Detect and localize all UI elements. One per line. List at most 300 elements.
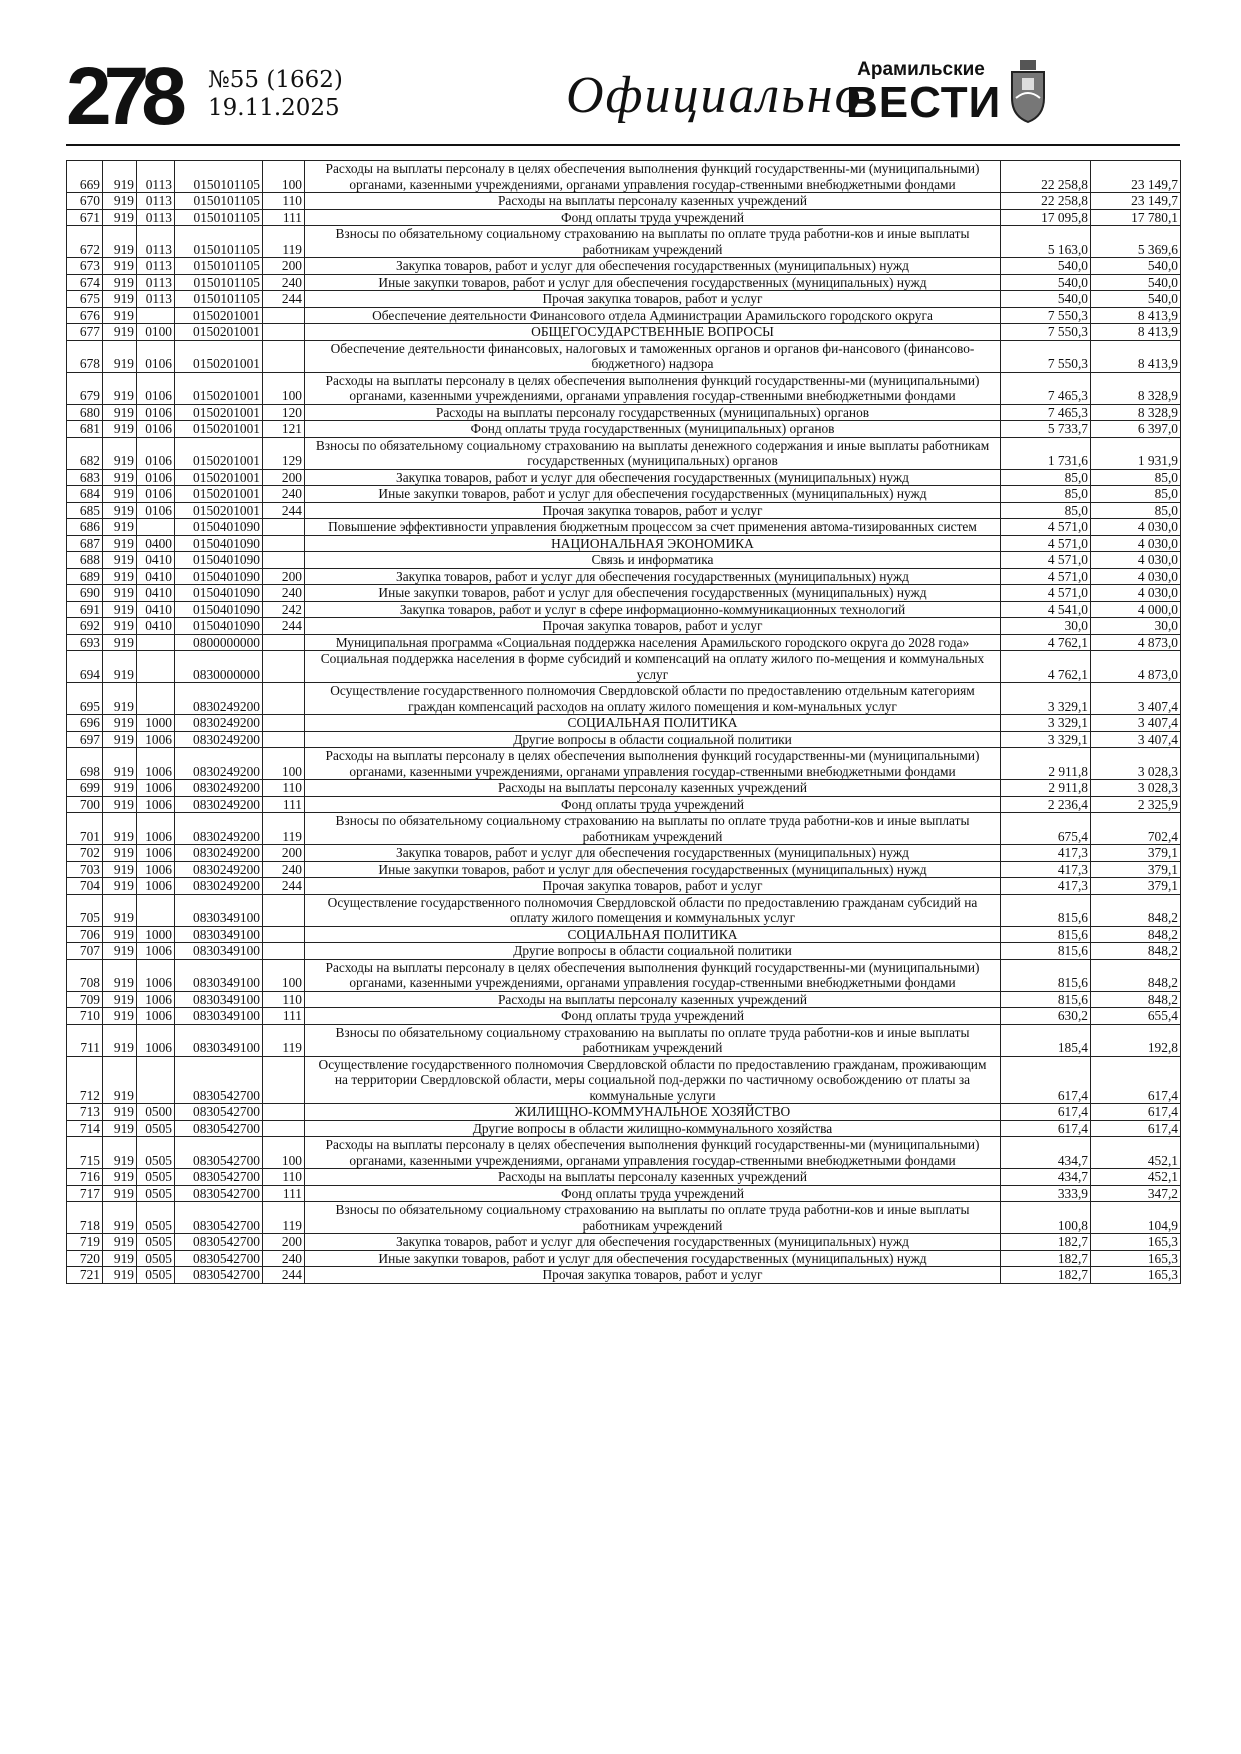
table-row	[67, 894, 1181, 926]
admin-code-cell: 919	[103, 1267, 137, 1284]
expense-type-cell	[263, 307, 305, 324]
row-number-cell: 704	[67, 878, 103, 895]
description-cell: Взносы по обязательному социальному страхованию на выплаты по оплате труда работни-ков и иные выплаты работникам учреждений	[305, 1202, 1001, 1234]
expense-type-cell: 240	[263, 486, 305, 503]
row-number-cell: 714	[67, 1120, 103, 1137]
expense-type-cell	[263, 731, 305, 748]
target-code-cell: 0830349100	[175, 1008, 263, 1025]
description-cell: Расходы на выплаты персоналу казенных учреждений	[305, 193, 1001, 210]
page-number: 278	[66, 51, 179, 142]
amount-2026-cell: 5 163,0	[1001, 226, 1091, 258]
admin-code-cell: 919	[103, 307, 137, 324]
admin-code-cell: 919	[103, 845, 137, 862]
row-number-cell: 677	[67, 324, 103, 341]
row-number-cell: 669	[67, 161, 103, 193]
expense-type-cell: 240	[263, 1250, 305, 1267]
admin-code-cell: 919	[103, 651, 137, 683]
amount-2026-cell: 2 911,8	[1001, 780, 1091, 797]
amount-2027-cell: 4 030,0	[1091, 535, 1181, 552]
row-number-cell: 716	[67, 1169, 103, 1186]
amount-2027-cell: 452,1	[1091, 1137, 1181, 1169]
target-code-cell: 0800000000	[175, 634, 263, 651]
table-row	[67, 502, 1181, 519]
expense-type-cell	[263, 634, 305, 651]
row-number-cell: 699	[67, 780, 103, 797]
admin-code-cell: 919	[103, 1104, 137, 1121]
row-number-cell: 705	[67, 894, 103, 926]
target-code-cell: 0830000000	[175, 651, 263, 683]
row-number-cell: 683	[67, 469, 103, 486]
target-code-cell: 0830349100	[175, 1024, 263, 1056]
table-row	[67, 519, 1181, 536]
table-row	[67, 780, 1181, 797]
target-code-cell: 0830249200	[175, 813, 263, 845]
target-code-cell: 0150101105	[175, 226, 263, 258]
table-row	[67, 1169, 1181, 1186]
amount-2026-cell: 182,7	[1001, 1234, 1091, 1251]
amount-2026-cell: 4 762,1	[1001, 651, 1091, 683]
description-cell: ЖИЛИЩНО-КОММУНАЛЬНОЕ ХОЗЯЙСТВО	[305, 1104, 1001, 1121]
description-cell: Закупка товаров, работ и услуг для обеспечения государственных (муниципальных) нужд	[305, 469, 1001, 486]
table-row	[67, 1024, 1181, 1056]
amount-2026-cell: 5 733,7	[1001, 421, 1091, 438]
header-rule	[66, 144, 1180, 146]
table-row	[67, 552, 1181, 569]
target-code-cell: 0830349100	[175, 943, 263, 960]
row-number-cell: 685	[67, 502, 103, 519]
amount-2026-cell: 22 258,8	[1001, 161, 1091, 193]
section-code-cell: 0100	[137, 324, 175, 341]
amount-2026-cell: 630,2	[1001, 1008, 1091, 1025]
amount-2027-cell: 4 030,0	[1091, 552, 1181, 569]
admin-code-cell: 919	[103, 748, 137, 780]
expense-type-cell	[263, 1104, 305, 1121]
description-cell: Прочая закупка товаров, работ и услуг	[305, 618, 1001, 635]
amount-2027-cell: 23 149,7	[1091, 161, 1181, 193]
expense-type-cell	[263, 651, 305, 683]
description-cell: Муниципальная программа «Социальная поддержка населения Арамильского городского округа до 2028 года»	[305, 634, 1001, 651]
section-code-cell: 0106	[137, 372, 175, 404]
target-code-cell: 0150201001	[175, 404, 263, 421]
admin-code-cell: 919	[103, 1008, 137, 1025]
row-number-cell: 674	[67, 274, 103, 291]
amount-2027-cell: 5 369,6	[1091, 226, 1181, 258]
expense-type-cell: 240	[263, 274, 305, 291]
target-code-cell: 0830542700	[175, 1056, 263, 1104]
admin-code-cell: 919	[103, 209, 137, 226]
coat-of-arms-icon	[1006, 58, 1050, 124]
expense-type-cell: 110	[263, 1169, 305, 1186]
row-number-cell: 707	[67, 943, 103, 960]
amount-2027-cell: 848,2	[1091, 926, 1181, 943]
row-number-cell: 696	[67, 715, 103, 732]
row-number-cell: 672	[67, 226, 103, 258]
amount-2026-cell: 3 329,1	[1001, 683, 1091, 715]
admin-code-cell: 919	[103, 813, 137, 845]
target-code-cell: 0830542700	[175, 1267, 263, 1284]
admin-code-cell: 919	[103, 1056, 137, 1104]
table-row	[67, 634, 1181, 651]
target-code-cell: 0150101105	[175, 209, 263, 226]
target-code-cell: 0830542700	[175, 1104, 263, 1121]
table-row	[67, 258, 1181, 275]
description-cell: Иные закупки товаров, работ и услуг для обеспечения государственных (муниципальных) нужд	[305, 861, 1001, 878]
section-code-cell: 0113	[137, 291, 175, 308]
section-code-cell: 0410	[137, 601, 175, 618]
amount-2026-cell: 17 095,8	[1001, 209, 1091, 226]
expense-type-cell	[263, 894, 305, 926]
target-code-cell: 0830542700	[175, 1169, 263, 1186]
section-code-cell: 0410	[137, 618, 175, 635]
expense-type-cell: 240	[263, 861, 305, 878]
table-row	[67, 943, 1181, 960]
expense-type-cell: 111	[263, 1008, 305, 1025]
description-cell: Прочая закупка товаров, работ и услуг	[305, 1267, 1001, 1284]
section-code-cell: 0113	[137, 226, 175, 258]
row-number-cell: 698	[67, 748, 103, 780]
description-cell: Расходы на выплаты персоналу казенных учреждений	[305, 780, 1001, 797]
description-cell: Закупка товаров, работ и услуг для обеспечения государственных (муниципальных) нужд	[305, 258, 1001, 275]
target-code-cell: 0830349100	[175, 926, 263, 943]
row-number-cell: 689	[67, 568, 103, 585]
section-code-cell: 0505	[137, 1169, 175, 1186]
amount-2026-cell: 815,6	[1001, 894, 1091, 926]
amount-2027-cell: 617,4	[1091, 1120, 1181, 1137]
table-row	[67, 796, 1181, 813]
section-code-cell: 0505	[137, 1202, 175, 1234]
amount-2026-cell: 7 550,3	[1001, 340, 1091, 372]
admin-code-cell: 919	[103, 959, 137, 991]
section-code-cell: 0113	[137, 258, 175, 275]
description-cell: Фонд оплаты труда государственных (муниципальных) органов	[305, 421, 1001, 438]
target-code-cell: 0150401090	[175, 535, 263, 552]
expense-type-cell	[263, 324, 305, 341]
amount-2027-cell: 85,0	[1091, 502, 1181, 519]
target-code-cell: 0830249200	[175, 845, 263, 862]
amount-2026-cell: 4 571,0	[1001, 585, 1091, 602]
row-number-cell: 711	[67, 1024, 103, 1056]
row-number-cell: 691	[67, 601, 103, 618]
row-number-cell: 681	[67, 421, 103, 438]
admin-code-cell: 919	[103, 568, 137, 585]
table-row	[67, 1137, 1181, 1169]
amount-2026-cell: 417,3	[1001, 878, 1091, 895]
target-code-cell: 0830249200	[175, 780, 263, 797]
admin-code-cell: 919	[103, 519, 137, 536]
admin-code-cell: 919	[103, 731, 137, 748]
target-code-cell: 0150101105	[175, 258, 263, 275]
row-number-cell: 710	[67, 1008, 103, 1025]
page-header	[66, 51, 1180, 142]
section-code-cell: 0106	[137, 437, 175, 469]
table-row	[67, 959, 1181, 991]
amount-2027-cell: 3 407,4	[1091, 731, 1181, 748]
amount-2027-cell: 379,1	[1091, 878, 1181, 895]
expense-type-cell: 110	[263, 780, 305, 797]
target-code-cell: 0830349100	[175, 991, 263, 1008]
section-code-cell: 1006	[137, 731, 175, 748]
amount-2026-cell: 85,0	[1001, 486, 1091, 503]
section-code-cell: 0505	[137, 1234, 175, 1251]
section-code-cell	[137, 894, 175, 926]
description-cell: Расходы на выплаты персоналу в целях обеспечения выполнения функций государственны-ми (муниципальными) органами, казенными учреждениями, органами управления государ-ственными внебюджетными фондами	[305, 161, 1001, 193]
row-number-cell: 703	[67, 861, 103, 878]
expense-type-cell: 244	[263, 618, 305, 635]
target-code-cell: 0830542700	[175, 1120, 263, 1137]
target-code-cell: 0150401090	[175, 585, 263, 602]
description-cell: Закупка товаров, работ и услуг для обеспечения государственных (муниципальных) нужд	[305, 845, 1001, 862]
table-row	[67, 469, 1181, 486]
amount-2026-cell: 100,8	[1001, 1202, 1091, 1234]
description-cell: Другие вопросы в области жилищно-коммунального хозяйства	[305, 1120, 1001, 1137]
amount-2027-cell: 192,8	[1091, 1024, 1181, 1056]
expense-type-cell	[263, 1120, 305, 1137]
amount-2026-cell: 22 258,8	[1001, 193, 1091, 210]
amount-2027-cell: 3 407,4	[1091, 715, 1181, 732]
description-cell: Взносы по обязательному социальному страхованию на выплаты денежного содержания и иные выплаты работникам государственных (муниципальных) органов	[305, 437, 1001, 469]
amount-2026-cell: 617,4	[1001, 1104, 1091, 1121]
description-cell: Расходы на выплаты персоналу в целях обеспечения выполнения функций государственны-ми (муниципальными) органами, казенными учреждениями, органами управления государ-ственными внебюджетными фондами	[305, 959, 1001, 991]
target-code-cell: 0150201001	[175, 469, 263, 486]
amount-2027-cell: 452,1	[1091, 1169, 1181, 1186]
section-code-cell: 0106	[137, 404, 175, 421]
admin-code-cell: 919	[103, 796, 137, 813]
table-row	[67, 340, 1181, 372]
row-number-cell: 679	[67, 372, 103, 404]
description-cell: Прочая закупка товаров, работ и услуг	[305, 502, 1001, 519]
section-code-cell: 1000	[137, 926, 175, 943]
admin-code-cell: 919	[103, 421, 137, 438]
expense-type-cell	[263, 683, 305, 715]
section-code-cell: 0113	[137, 161, 175, 193]
amount-2027-cell: 8 413,9	[1091, 324, 1181, 341]
table-row	[67, 209, 1181, 226]
section-code-cell: 1006	[137, 1024, 175, 1056]
description-cell: Повышение эффективности управления бюджетным процессом за счет применения автома-тизированных систем	[305, 519, 1001, 536]
admin-code-cell: 919	[103, 1250, 137, 1267]
admin-code-cell: 919	[103, 1024, 137, 1056]
table-row	[67, 372, 1181, 404]
row-number-cell: 673	[67, 258, 103, 275]
target-code-cell: 0150101105	[175, 274, 263, 291]
amount-2027-cell: 4 873,0	[1091, 651, 1181, 683]
table-row	[67, 845, 1181, 862]
amount-2027-cell: 540,0	[1091, 258, 1181, 275]
expense-type-cell	[263, 552, 305, 569]
description-cell: НАЦИОНАЛЬНАЯ ЭКОНОМИКА	[305, 535, 1001, 552]
admin-code-cell: 919	[103, 878, 137, 895]
expense-type-cell: 119	[263, 1202, 305, 1234]
amount-2027-cell: 4 873,0	[1091, 634, 1181, 651]
amount-2026-cell: 85,0	[1001, 469, 1091, 486]
admin-code-cell: 919	[103, 372, 137, 404]
description-cell: Прочая закупка товаров, работ и услуг	[305, 291, 1001, 308]
amount-2026-cell: 815,6	[1001, 959, 1091, 991]
section-code-cell	[137, 634, 175, 651]
amount-2026-cell: 7 550,3	[1001, 307, 1091, 324]
row-number-cell: 676	[67, 307, 103, 324]
amount-2027-cell: 617,4	[1091, 1104, 1181, 1121]
description-cell: Обеспечение деятельности Финансового отдела Администрации Арамильского городского округа	[305, 307, 1001, 324]
admin-code-cell: 919	[103, 601, 137, 618]
row-number-cell: 715	[67, 1137, 103, 1169]
target-code-cell: 0830249200	[175, 796, 263, 813]
expense-type-cell: 100	[263, 372, 305, 404]
amount-2026-cell: 30,0	[1001, 618, 1091, 635]
target-code-cell: 0150201001	[175, 307, 263, 324]
admin-code-cell: 919	[103, 552, 137, 569]
row-number-cell: 671	[67, 209, 103, 226]
section-code-cell: 0106	[137, 502, 175, 519]
expense-type-cell: 129	[263, 437, 305, 469]
target-code-cell: 0150401090	[175, 618, 263, 635]
section-code-cell: 0106	[137, 421, 175, 438]
admin-code-cell: 919	[103, 585, 137, 602]
logo-top-text: Арамильские	[857, 59, 985, 80]
expense-type-cell	[263, 1056, 305, 1104]
description-cell: Осуществление государственного полномочия Свердловской области по предоставлению гражданам, проживающим на территории Свердловской области, меры социальной под-держки по частичному освобождению от платы за коммунальные услуги	[305, 1056, 1001, 1104]
amount-2026-cell: 434,7	[1001, 1137, 1091, 1169]
admin-code-cell: 919	[103, 340, 137, 372]
amount-2027-cell: 4 030,0	[1091, 519, 1181, 536]
expense-type-cell	[263, 535, 305, 552]
section-code-cell: 1006	[137, 796, 175, 813]
amount-2026-cell: 540,0	[1001, 291, 1091, 308]
table-row	[67, 813, 1181, 845]
amount-2026-cell: 85,0	[1001, 502, 1091, 519]
description-cell: Иные закупки товаров, работ и услуг для обеспечения государственных (муниципальных) нужд	[305, 274, 1001, 291]
target-code-cell: 0150401090	[175, 601, 263, 618]
expense-type-cell: 110	[263, 193, 305, 210]
description-cell: СОЦИАЛЬНАЯ ПОЛИТИКА	[305, 715, 1001, 732]
amount-2027-cell: 848,2	[1091, 943, 1181, 960]
row-number-cell: 713	[67, 1104, 103, 1121]
table-row	[67, 1250, 1181, 1267]
section-code-cell: 0113	[137, 193, 175, 210]
target-code-cell: 0150201001	[175, 486, 263, 503]
row-number-cell: 680	[67, 404, 103, 421]
section-code-cell: 1006	[137, 991, 175, 1008]
amount-2026-cell: 617,4	[1001, 1120, 1091, 1137]
admin-code-cell: 919	[103, 634, 137, 651]
target-code-cell: 0150401090	[175, 552, 263, 569]
amount-2026-cell: 617,4	[1001, 1056, 1091, 1104]
admin-code-cell: 919	[103, 1202, 137, 1234]
admin-code-cell: 919	[103, 1137, 137, 1169]
row-number-cell: 712	[67, 1056, 103, 1104]
section-code-cell: 1006	[137, 861, 175, 878]
amount-2026-cell: 540,0	[1001, 274, 1091, 291]
admin-code-cell: 919	[103, 991, 137, 1008]
section-code-cell: 0410	[137, 552, 175, 569]
table-row	[67, 1008, 1181, 1025]
target-code-cell: 0150101105	[175, 193, 263, 210]
description-cell: Фонд оплаты труда учреждений	[305, 1185, 1001, 1202]
amount-2026-cell: 3 329,1	[1001, 731, 1091, 748]
description-cell: СОЦИАЛЬНАЯ ПОЛИТИКА	[305, 926, 1001, 943]
amount-2027-cell: 85,0	[1091, 469, 1181, 486]
description-cell: Иные закупки товаров, работ и услуг для обеспечения государственных (муниципальных) нужд	[305, 585, 1001, 602]
row-number-cell: 694	[67, 651, 103, 683]
amount-2026-cell: 675,4	[1001, 813, 1091, 845]
amount-2027-cell: 8 413,9	[1091, 307, 1181, 324]
admin-code-cell: 919	[103, 894, 137, 926]
row-number-cell: 684	[67, 486, 103, 503]
budget-table	[66, 160, 1181, 1284]
description-cell: Осуществление государственного полномочия Свердловской области по предоставлению гражданам субсидий на оплату жилого помещения и коммунальных услуг	[305, 894, 1001, 926]
target-code-cell: 0150201001	[175, 437, 263, 469]
amount-2027-cell: 4 030,0	[1091, 568, 1181, 585]
amount-2027-cell: 23 149,7	[1091, 193, 1181, 210]
description-cell: Расходы на выплаты персоналу казенных учреждений	[305, 991, 1001, 1008]
amount-2027-cell: 540,0	[1091, 291, 1181, 308]
table-row	[67, 437, 1181, 469]
table-row	[67, 274, 1181, 291]
expense-type-cell: 100	[263, 161, 305, 193]
table-row	[67, 535, 1181, 552]
amount-2026-cell: 333,9	[1001, 1185, 1091, 1202]
target-code-cell: 0150201001	[175, 421, 263, 438]
target-code-cell: 0830349100	[175, 894, 263, 926]
row-number-cell: 719	[67, 1234, 103, 1251]
description-cell: Расходы на выплаты персоналу в целях обеспечения выполнения функций государственны-ми (муниципальными) органами, казенными учреждениями, органами управления государ-ственными внебюджетными фондами	[305, 748, 1001, 780]
description-cell: Расходы на выплаты персоналу казенных учреждений	[305, 1169, 1001, 1186]
description-cell: Взносы по обязательному социальному страхованию на выплаты по оплате труда работни-ков и иные выплаты работникам учреждений	[305, 1024, 1001, 1056]
row-number-cell: 687	[67, 535, 103, 552]
section-code-cell: 0500	[137, 1104, 175, 1121]
amount-2027-cell: 2 325,9	[1091, 796, 1181, 813]
issue-date: 19.11.2025	[208, 95, 340, 121]
section-code-cell: 0113	[137, 274, 175, 291]
section-code-cell: 1006	[137, 780, 175, 797]
section-code-cell: 1006	[137, 1008, 175, 1025]
target-code-cell: 0150201001	[175, 372, 263, 404]
expense-type-cell: 111	[263, 1185, 305, 1202]
expense-type-cell: 119	[263, 1024, 305, 1056]
amount-2027-cell: 3 407,4	[1091, 683, 1181, 715]
section-code-cell: 1006	[137, 748, 175, 780]
description-cell: Взносы по обязательному социальному страхованию на выплаты по оплате труда работни-ков и иные выплаты работникам учреждений	[305, 226, 1001, 258]
description-cell: Иные закупки товаров, работ и услуг для обеспечения государственных (муниципальных) нужд	[305, 1250, 1001, 1267]
target-code-cell: 0830249200	[175, 878, 263, 895]
amount-2027-cell: 848,2	[1091, 991, 1181, 1008]
target-code-cell: 0150101105	[175, 161, 263, 193]
table-row	[67, 1056, 1181, 1104]
admin-code-cell: 919	[103, 404, 137, 421]
admin-code-cell: 919	[103, 1185, 137, 1202]
row-number-cell: 702	[67, 845, 103, 862]
newspaper-logo	[846, 59, 1002, 127]
section-code-cell	[137, 683, 175, 715]
expense-type-cell: 240	[263, 585, 305, 602]
expense-type-cell	[263, 926, 305, 943]
amount-2027-cell: 165,3	[1091, 1234, 1181, 1251]
target-code-cell: 0830249200	[175, 861, 263, 878]
expense-type-cell: 244	[263, 291, 305, 308]
row-number-cell: 697	[67, 731, 103, 748]
amount-2027-cell: 540,0	[1091, 274, 1181, 291]
amount-2026-cell: 7 465,3	[1001, 404, 1091, 421]
expense-type-cell: 200	[263, 845, 305, 862]
expense-type-cell: 111	[263, 796, 305, 813]
row-number-cell: 708	[67, 959, 103, 991]
row-number-cell: 686	[67, 519, 103, 536]
amount-2026-cell: 4 571,0	[1001, 568, 1091, 585]
amount-2026-cell: 3 329,1	[1001, 715, 1091, 732]
row-number-cell: 678	[67, 340, 103, 372]
target-code-cell: 0830249200	[175, 683, 263, 715]
description-cell: Прочая закупка товаров, работ и услуг	[305, 878, 1001, 895]
